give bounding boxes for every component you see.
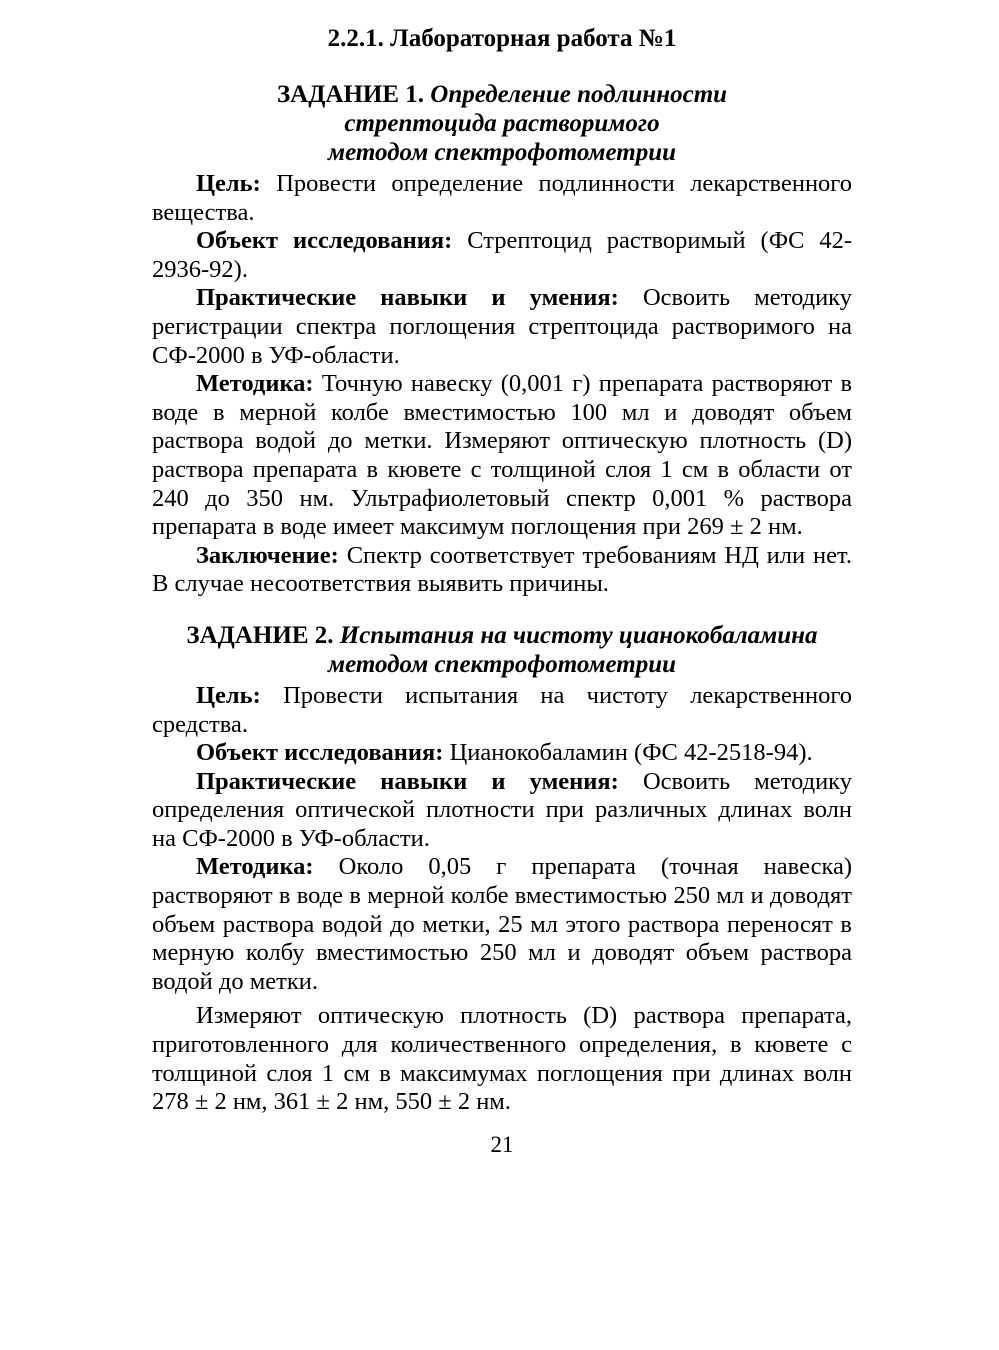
task2-measure-text: Измеряют оптическую плотность (D) раствора препарата, приготовленного для количественного определения, в кювете с толщиной слоя 1 см в максимумах поглощения при длинах волн 278 ± 2 нм, 361 ± 2 нм, 550 ± 2 нм. <box>152 1002 852 1116</box>
task1-label: ЗАДАНИЕ 1. <box>276 81 425 108</box>
task1-method <box>152 370 852 542</box>
task2-title-line1: Испытания на чистоту цианокобаламина <box>339 621 818 649</box>
task1-goal-label: Цель: <box>196 170 261 197</box>
task2-heading <box>152 621 852 679</box>
task1-title-line1: Определение подлинности <box>430 81 728 108</box>
task1-title-line2: стрептоцида растворимого <box>344 110 660 137</box>
task2-object-text: Цианокобаламин (ФС 42-2518-94). <box>449 739 813 767</box>
task2-object <box>152 739 852 768</box>
task2-skills-text: Освоить методику определения оптической плотности при различных длинах волн на СФ-2000 в УФ-области. <box>152 767 852 852</box>
task1-object <box>152 227 852 284</box>
task1-conclusion-text: Спектр соответствует требованиям НД или нет. В случае несоответствия выявить причины. <box>152 541 853 598</box>
task1-object-label: Объект исследования: <box>196 227 453 255</box>
page-number: 21 <box>490 1131 514 1157</box>
task1-title-line3: методом спектрофотометрии <box>327 139 677 166</box>
task2-goal-label: Цель: <box>196 681 261 709</box>
task2-skills <box>152 768 852 854</box>
task2-goal-text: Провести испытания на чистоту лекарственного средства. <box>152 681 853 738</box>
task1-goal-text: Провести определение подлинности лекарственного вещества. <box>152 170 852 226</box>
task1-method-text: Точную навеску (0,001 г) препарата растворяют в воде в мерной колбе вместимостью 100 мл и доводят объем раствора водой до метки. Измеряют оптическую плотность (D) раствора препарата в кювете с толщиной слоя 1 см в области от 240 до 350 нм. Ультрафиолетовый спектр 0,001 % раствора препарата в воде имеет максимум поглощения при 269 ± 2 нм. <box>152 370 853 541</box>
task1-skills-label: Практические навыки и умения: <box>196 284 619 312</box>
task1-goal <box>152 170 852 227</box>
task2-goal <box>152 682 852 739</box>
task2-title-line2: методом спектрофотометрии <box>327 650 677 678</box>
task2-skills-label: Практические навыки и умения: <box>196 767 619 795</box>
task2-method-label: Методика: <box>196 853 314 881</box>
task2-object-label: Объект исследования: <box>196 739 444 767</box>
task1-heading <box>152 80 852 167</box>
task1-skills <box>152 284 852 370</box>
task1-conclusion-label: Заключение: <box>196 541 339 569</box>
document-page <box>152 24 852 1159</box>
section-gap <box>152 599 852 621</box>
task2-method-text: Около 0,05 г препарата (точная навеска) растворяют в воде в мерной колбе вместимостью 250 мл и доводят объем раствора водой до метки, 25 мл этого раствора переносят в мерную колбу вместимостью 250 мл и доводят объем раствора водой до метки. <box>152 853 853 995</box>
section-title: 2.2.1. Лабораторная работа №1 <box>327 25 677 52</box>
task1-conclusion <box>152 542 852 599</box>
task2-label: ЗАДАНИЕ 2. <box>186 621 334 649</box>
task1-object-text: Стрептоцид растворимый (ФС 42-2936-92). <box>152 227 853 283</box>
task1-skills-text: Освоить методику регистрации спектра поглощения стрептоцида растворимого на СФ-2000 в УФ-области. <box>152 284 852 369</box>
task2-method <box>152 853 852 996</box>
task1-method-label: Методика: <box>196 370 314 398</box>
task2-measure <box>152 1002 852 1116</box>
